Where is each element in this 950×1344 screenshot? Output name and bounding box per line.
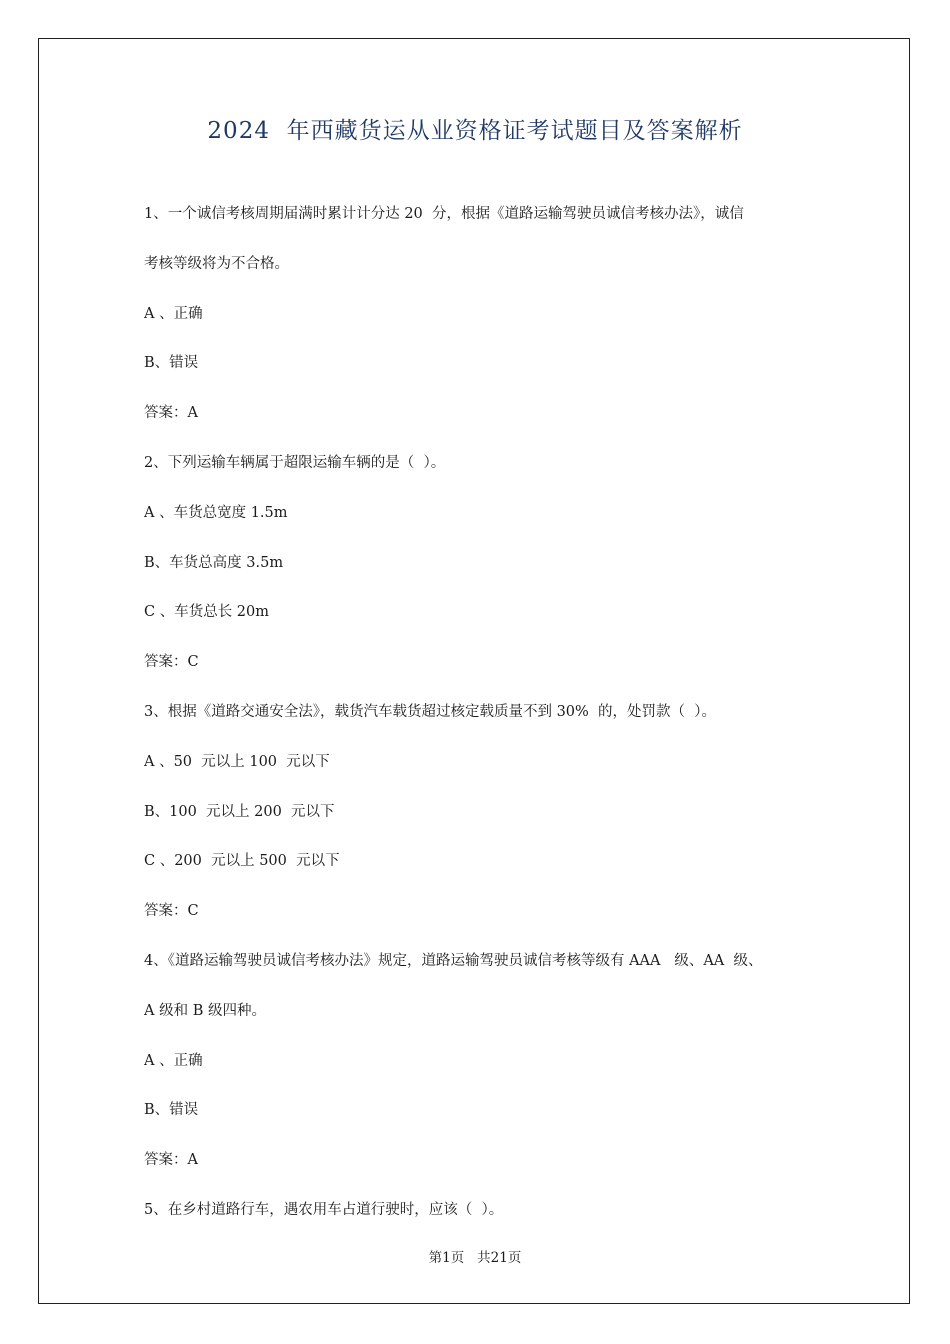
answer-line: 答案：C (144, 903, 199, 920)
question-list (144, 200, 816, 1246)
text-line: 考核等级将为不合格。 (144, 255, 289, 272)
text-line: B、100 元以上 200 元以下 (144, 803, 335, 820)
text-line: 5、在乡村道路行车，遇农用车占道行驶时，应该（ ）。 (144, 1201, 504, 1218)
text-line: 1、一个诚信考核周期届满时累计计分达 20 分，根据《道路运输驾驶员诚信考核办法》，诚信 (144, 206, 744, 222)
text-line: B、错误 (144, 1102, 199, 1119)
text-line: 3、根据《道路交通安全法》，载货汽车载货超过核定载质量不到 30% 的，处罚款（ ）。 (144, 703, 716, 720)
text-line: A 级和 B 级四种。 (144, 1002, 266, 1019)
text-line: A 、正确 (144, 305, 203, 322)
text-line: B、车货总高度 3.5m (144, 554, 284, 571)
text-line: C 、车货总长 20m (144, 604, 270, 621)
page-number: 第1页 共21页 (428, 1250, 522, 1266)
text-line: B、错误 (144, 355, 199, 372)
text-line: 2、下列运输车辆属于超限运输车辆的是（ ）。 (144, 454, 446, 471)
text-line: C 、200 元以上 500 元以下 (144, 853, 340, 870)
document-title: 2024 年西藏货运从业资格证考试题目及答案解析 (207, 118, 743, 144)
text-line: A 、车货总宽度 1.5m (144, 504, 288, 521)
answer-line: 答案：A (144, 1152, 198, 1169)
answer-line: 答案：A (144, 405, 198, 422)
text-line: A 、正确 (144, 1052, 203, 1069)
text-line: A 、50 元以上 100 元以下 (144, 753, 330, 770)
answer-line: 答案：C (144, 654, 199, 671)
text-line: 4、《道路运输驾驶员诚信考核办法》规定，道路运输驾驶员诚信考核等级有 AAA 级、AA 级、 (144, 952, 763, 969)
